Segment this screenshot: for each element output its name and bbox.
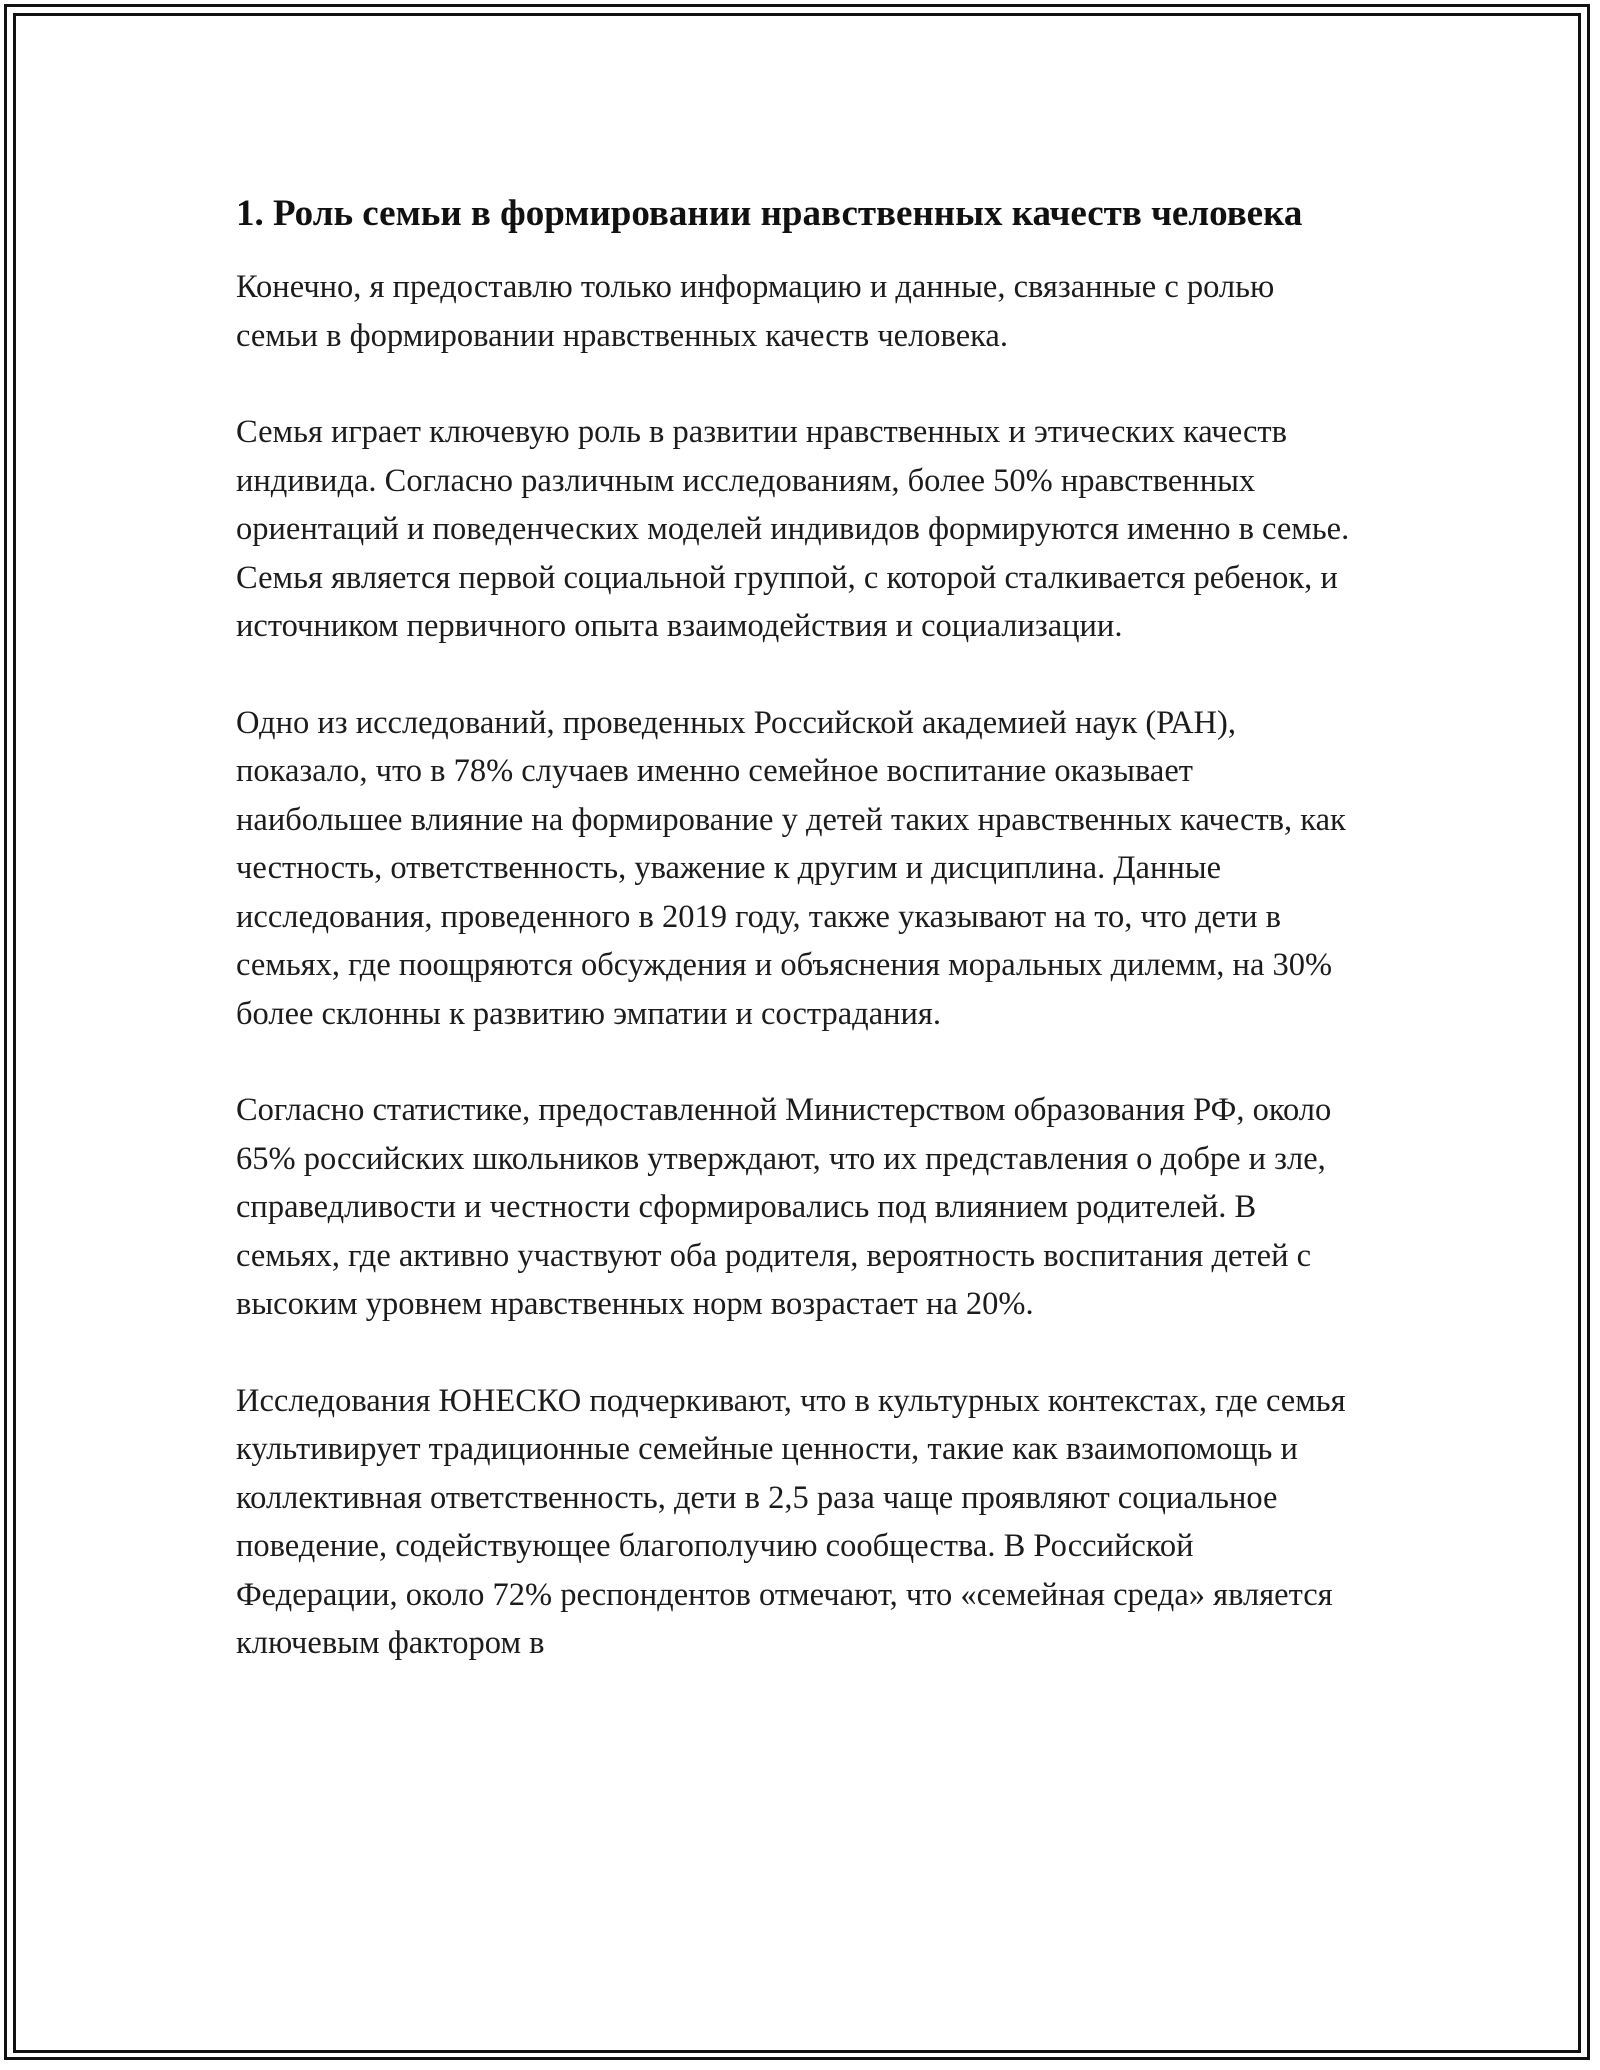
paragraph-intro: Конечно, я предоставлю только информацию и данные, связанные с ролью семьи в формировании нравственных качеств человека. (236, 269, 1275, 354)
paragraph-ministry-stats: Согласно статистике, предоставленной Министерством образования РФ, около 65% российских школьников утверждают, что их представления о добре и зле, справедливости и честности сформировались под влиянием родителей. В семьях, где активно участвуют оба родителя, вероятность воспитания детей с высоким уровнем нравственных норм возрастает на 20%. (236, 1092, 1332, 1322)
paragraph-ran-study: Одно из исследований, проведенных Российской академией наук (РАН), показало, что в 78% случаев именно семейное воспитание оказывает наибольшее влияние на формирование у детей таких нравственных качеств, как честность, ответственность, уважение к другим и дисциплина. Данные исследования, проведенного в 2019 году, также указывают на то, что дети в семьях, где поощряются обсуждения и объяснения моральных дилемм, на 30% более склонны к развитию эмпатии и сострадания. (236, 704, 1346, 1032)
paragraph-family-role: Семья играет ключевую роль в развитии нравственных и этических качеств индивида. Согласно различным исследованиям, более 50% нравственных ориентаций и поведенческих моделей индивидов формируются именно в семье. Семья является первой социальной группой, с которой сталкивается ребенок, и источником первичного опыта взаимодействия и социализации. (236, 414, 1350, 644)
paragraph-unesco-study: Исследования ЮНЕСКО подчеркивают, что в культурных контекстах, где семья культивирует традиционные семейные ценности, такие как взаимопомощь и коллективная ответственность, дети в 2,5 раза чаще проявляют социальное поведение, содействующее благополучию сообщества. В Российской Федерации, около 72% респондентов отмечают, что «семейная среда» является ключевым фактором в (236, 1382, 1346, 1661)
document-body (236, 186, 1356, 1716)
section-heading: 1. Роль семьи в формировании нравственных качеств человека (236, 193, 1303, 234)
